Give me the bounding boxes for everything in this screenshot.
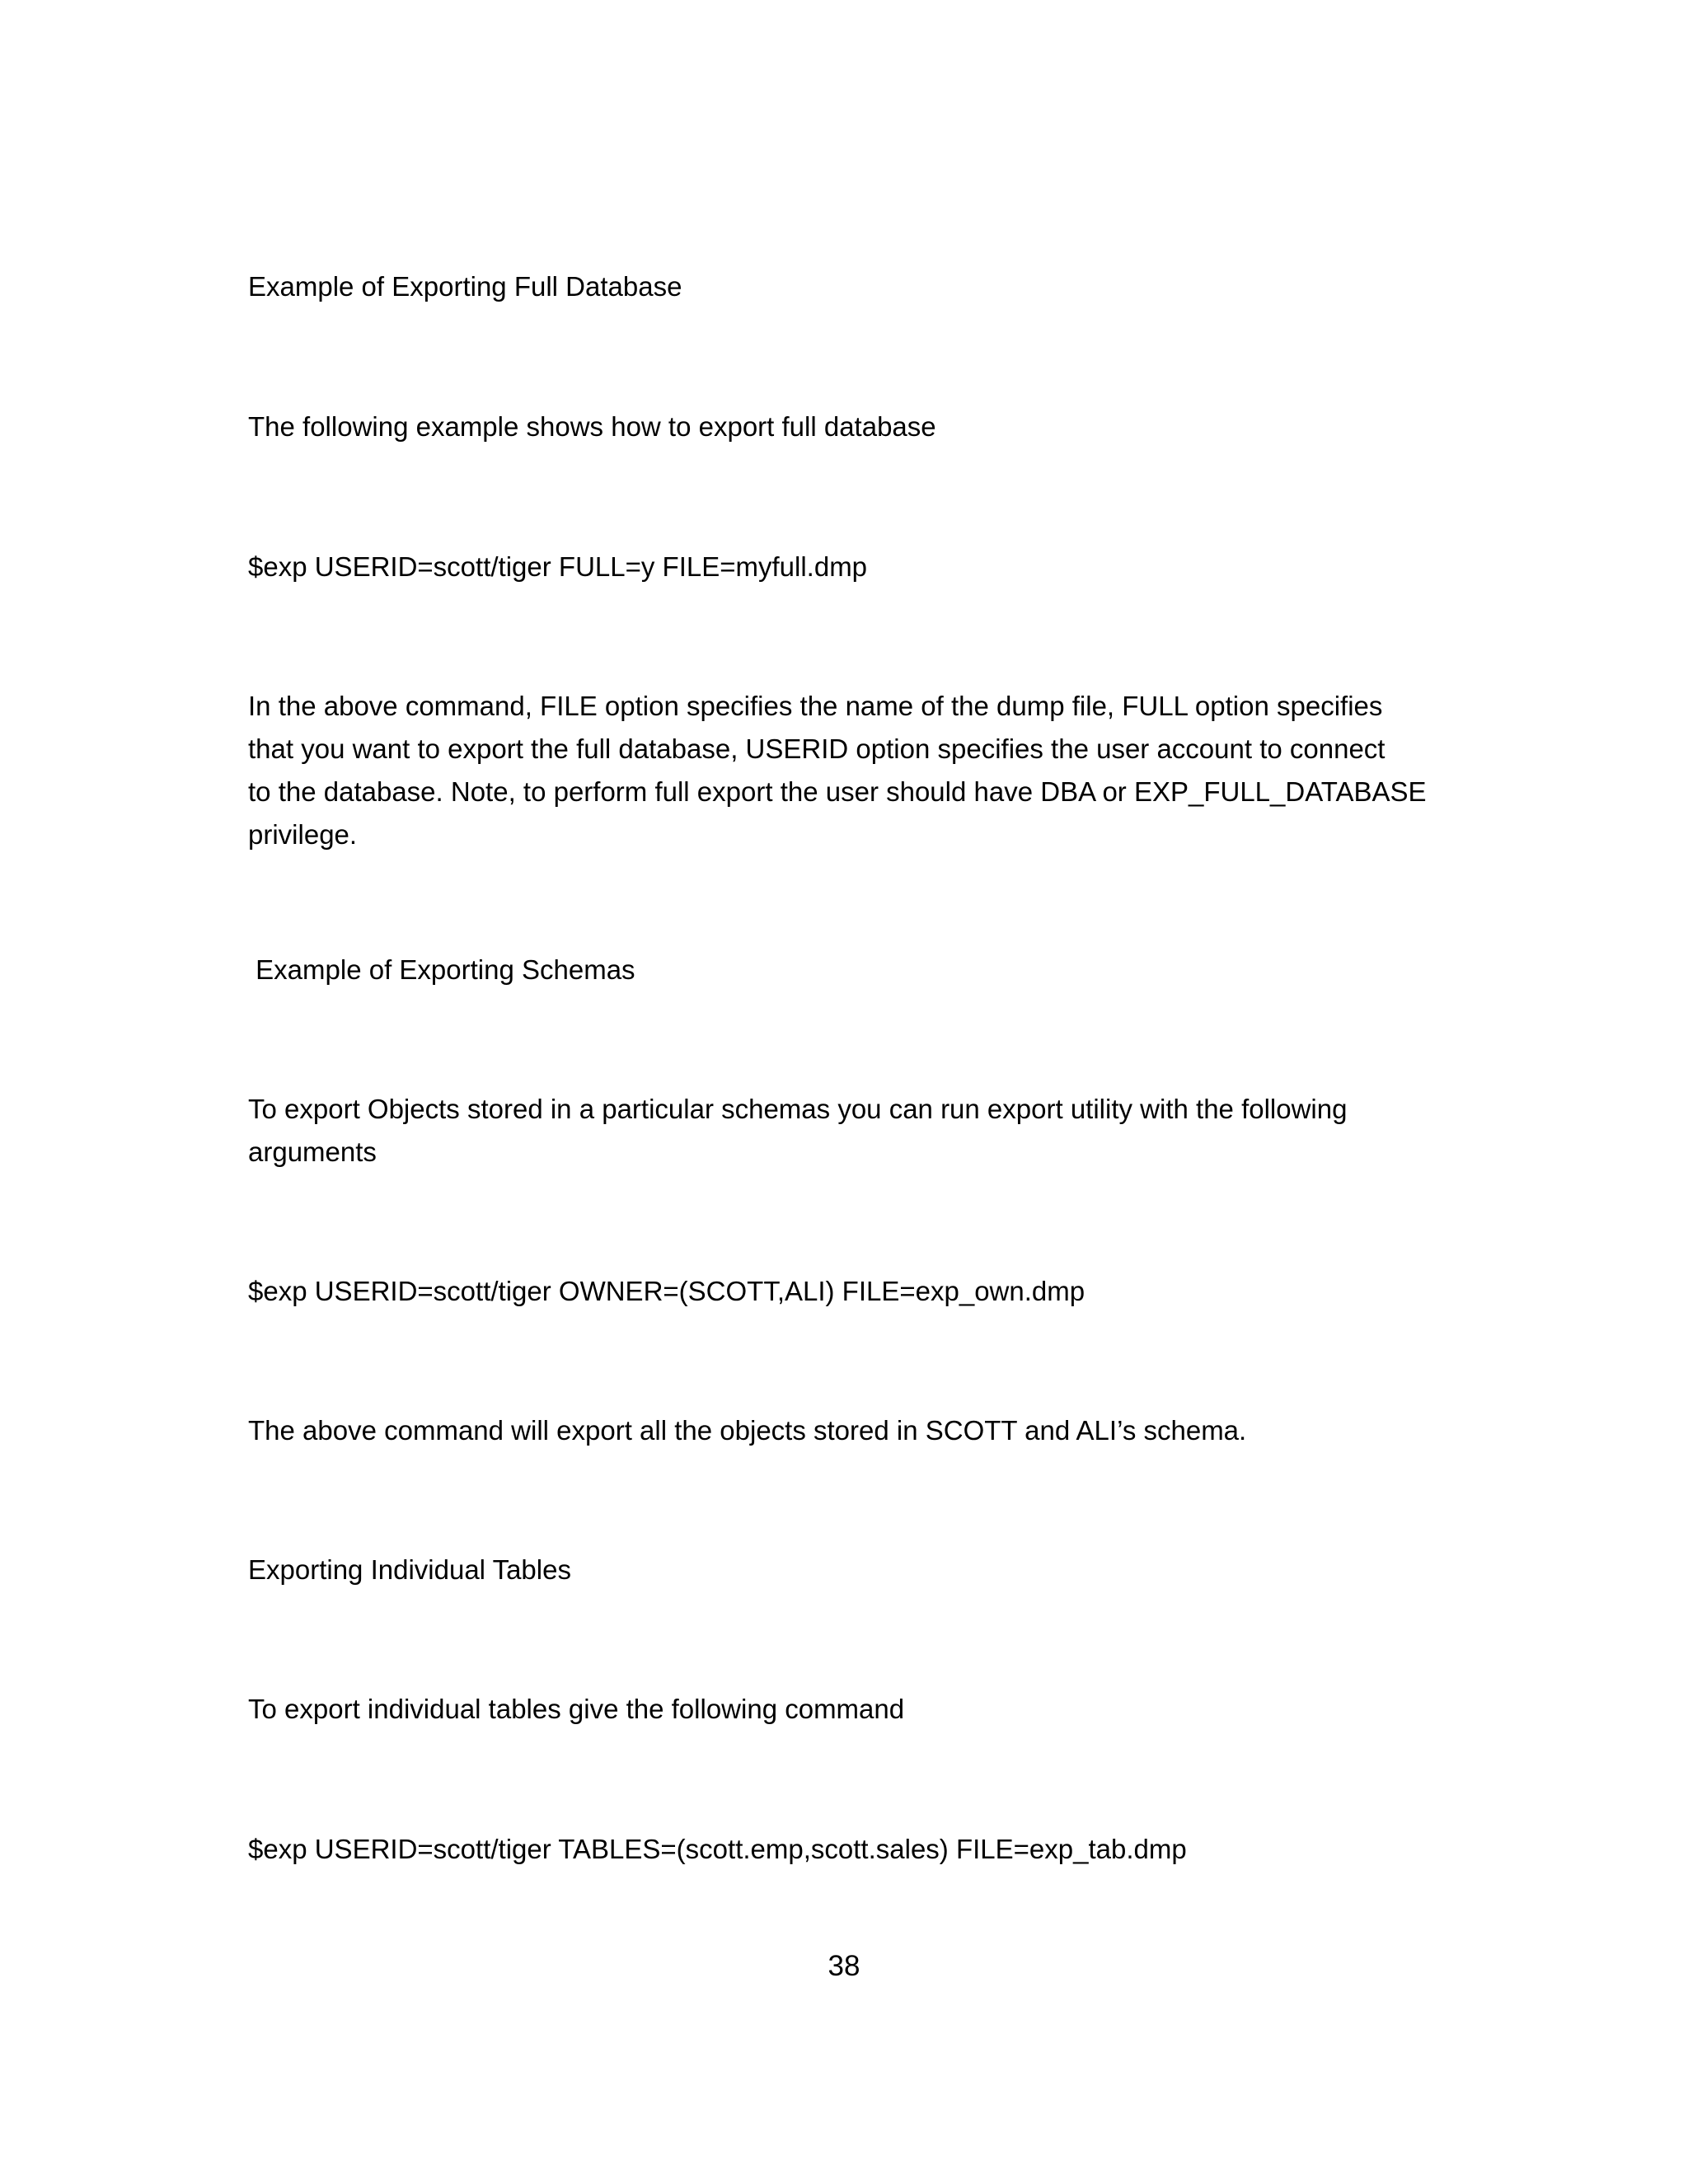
command-full-database: $exp USERID=scott/tiger FULL=y FILE=myfull.dmp	[248, 551, 868, 582]
explanation-full-database	[248, 685, 1468, 856]
intro-line: arguments	[248, 1137, 377, 1167]
command-schemas: $exp USERID=scott/tiger OWNER=(SCOTT,ALI) FILE=exp_own.dmp	[248, 1276, 1085, 1306]
explanation-line: In the above command, FILE option specifies the name of the dump file, FULL option specifies	[248, 691, 1383, 721]
explanation-line: that you want to export the full database, USERID option specifies the user account to connect	[248, 733, 1386, 764]
page-number: 38	[828, 1950, 860, 1982]
intro-schemas	[248, 1088, 1468, 1174]
explanation-line: privilege.	[248, 819, 358, 850]
command-tables: $exp USERID=scott/tiger TABLES=(scott.emp,scott.sales) FILE=exp_tab.dmp	[248, 1834, 1187, 1864]
heading-schemas: Example of Exporting Schemas	[248, 954, 635, 985]
heading-tables: Exporting Individual Tables	[248, 1554, 571, 1585]
heading-full-database: Example of Exporting Full Database	[248, 271, 682, 302]
intro-full-database: The following example shows how to export full database	[248, 411, 936, 442]
explanation-line: to the database. Note, to perform full export the user should have DBA or EXP_FULL_DATABASE	[248, 776, 1427, 807]
explanation-schemas: The above command will export all the objects stored in SCOTT and ALI’s schema.	[248, 1415, 1247, 1446]
intro-tables: To export individual tables give the following command	[248, 1694, 905, 1724]
intro-line: To export Objects stored in a particular schemas you can run export utility with the following	[248, 1094, 1348, 1124]
